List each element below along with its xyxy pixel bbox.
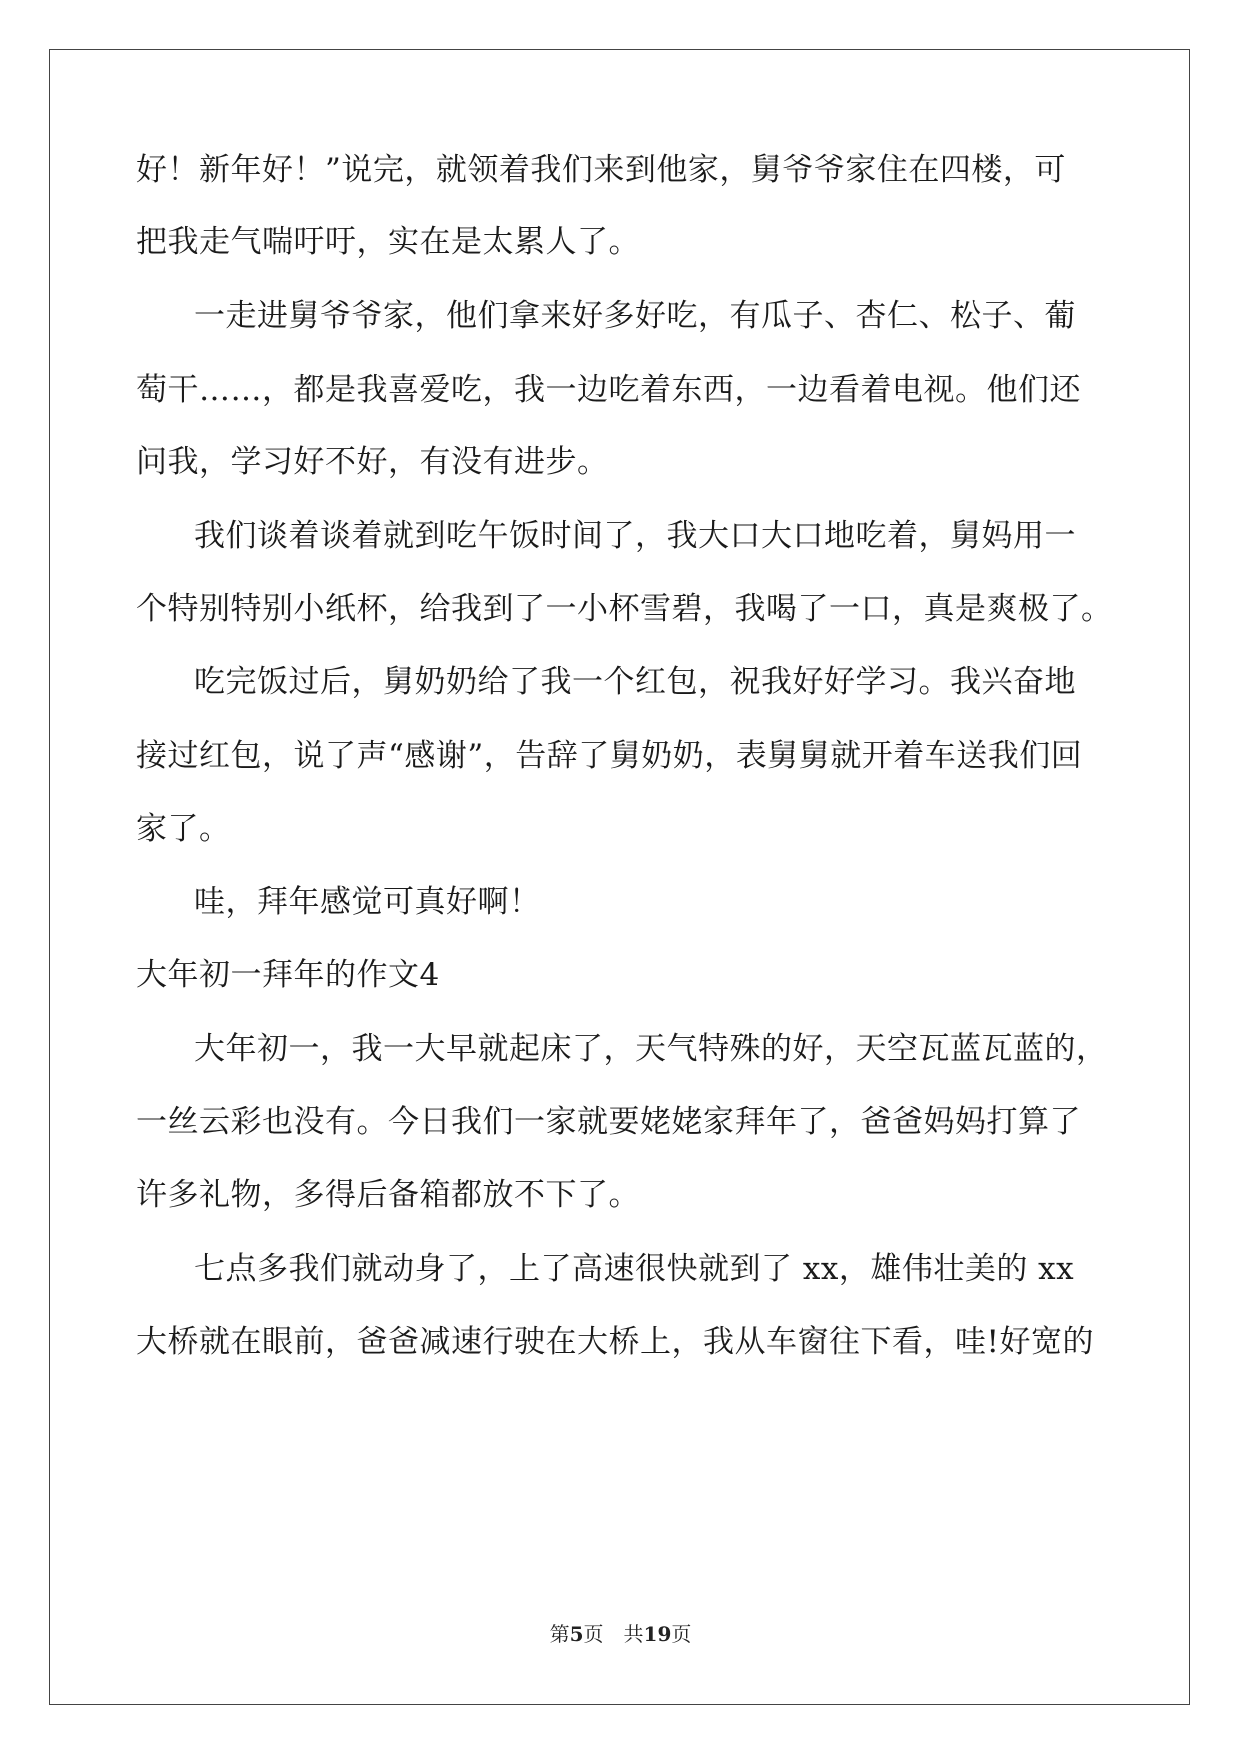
paragraph-start: 哇，拜年感觉可真好啊！ [194,884,541,920]
current-page-number: 5 [569,1622,584,1646]
text-line: 好！新年好！”说完，就领着我们来到他家，舅爷爷家住在四楼，可 [136,152,1066,188]
footer-prefix: 第 [549,1622,570,1646]
paragraph-start: 七点多我们就动身了，上了高速很快就到了 xx，雄伟壮美的 xx [194,1251,1075,1287]
page-footer [0,1618,1241,1647]
paragraph-start: 吃完饭过后，舅奶奶给了我一个红包，祝我好好学习。我兴奋地 [194,664,1076,700]
text-line: 接过红包，说了声“感谢”，告辞了舅奶奶，表舅舅就开着车送我们回 [136,738,1083,774]
text-line: 个特别特别小纸杯，给我到了一小杯雪碧，我喝了一口，真是爽极了。 [136,591,1113,627]
text-line: 萄干……，都是我喜爱吃，我一边吃着东西，一边看着电视。他们还 [136,372,1081,408]
paragraph-start: 大年初一，我一大早就起床了，天气特殊的好，天空瓦蓝瓦蓝的， [194,1031,1108,1067]
paragraph-start: 一走进舅爷爷家，他们拿来好多好吃，有瓜子、杏仁、松子、葡 [194,298,1076,334]
text-line: 把我走气喘吁吁，实在是太累人了。 [136,224,640,260]
section-heading: 大年初一拜年的作文4 [136,957,440,993]
total-page-number: 19 [643,1622,672,1646]
text-line: 一丝云彩也没有。今日我们一家就要姥姥家拜年了，爸爸妈妈打算了 [136,1104,1081,1140]
paragraph-start: 我们谈着谈着就到吃午饭时间了，我大口大口地吃着，舅妈用一 [194,518,1076,554]
text-line: 大桥就在眼前，爸爸减速行驶在大桥上，我从车窗往下看，哇!好宽的 [136,1324,1094,1360]
text-line: 家了。 [136,811,231,847]
footer-middle: 页 共 [583,1622,644,1646]
text-line: 问我，学习好不好，有没有进步。 [136,444,609,480]
text-line: 许多礼物，多得后备箱都放不下了。 [136,1177,640,1213]
footer-suffix: 页 [671,1622,692,1646]
